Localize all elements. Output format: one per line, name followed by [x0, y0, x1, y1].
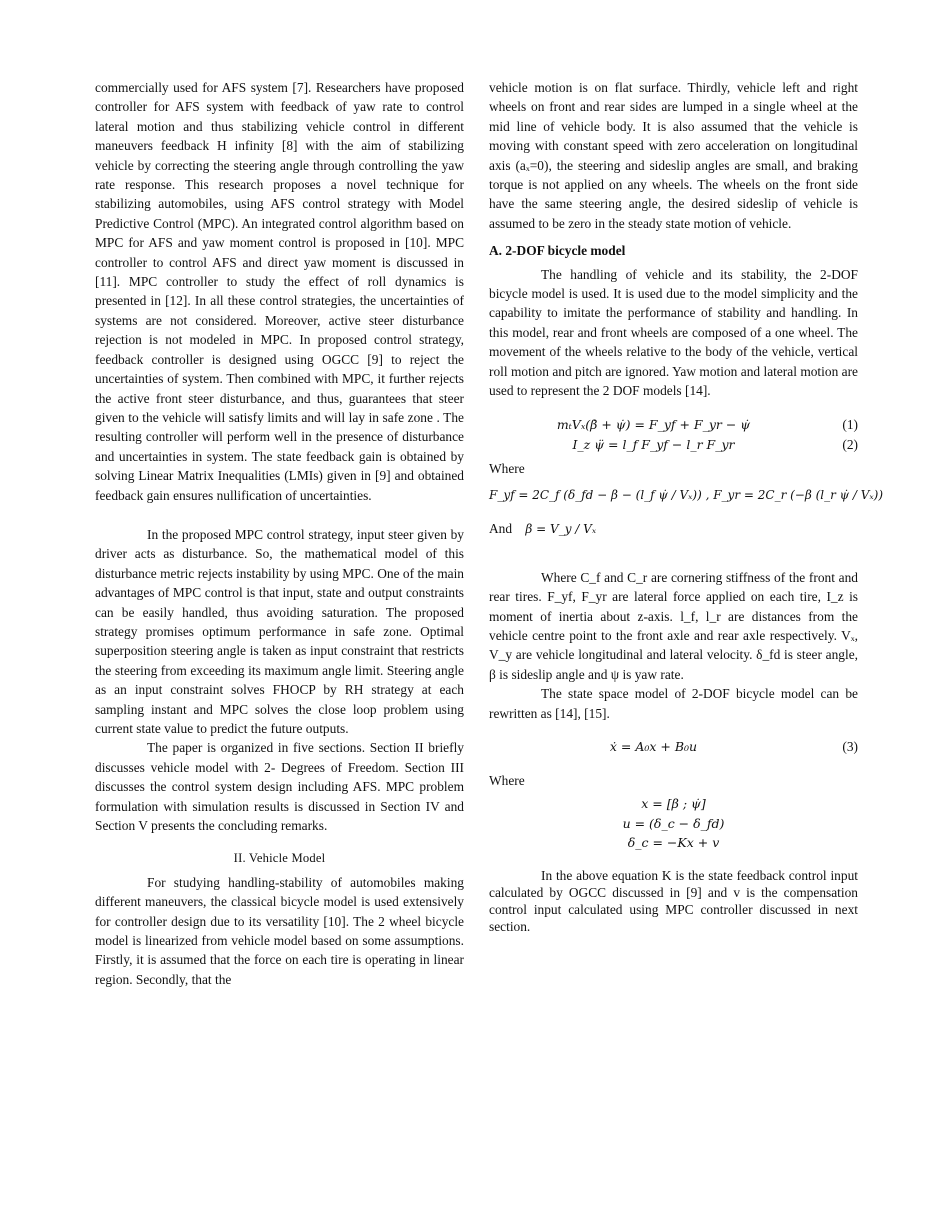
subsection-title: A. 2-DOF bicycle model: [489, 243, 626, 259]
left-column: [95, 78, 464, 989]
equation-2-body: I_z ψ̈ = l_f F_yf − l_r F_yr: [572, 436, 735, 452]
equation-3: [489, 737, 858, 757]
right-paragraph-3: Where C_f and C_r are cornering stiffness of the front and rear tires. F_yf, F_yr are lateral force applied on each tire, I_z is moment of inertia about z-axis. l_f, l_r are distances from the vehicle centre point to the front axle and rear axle respectively. Vₓ, V_y are vehicle longitudinal and lateral velocity. δ_fd is steer angle, β is sideslip angle and ψ is yaw rate.: [489, 569, 858, 682]
and-label: And: [489, 521, 513, 537]
equation-2-number: (2): [842, 436, 858, 452]
right-column: [489, 78, 884, 935]
delta-definition: δ_c = −Kx + v: [627, 835, 720, 851]
equation-1-number: (1): [842, 416, 858, 432]
equation-1: [489, 415, 858, 435]
right-paragraph-4: The state space model of 2-DOF bicycle model can be rewritten as [14], [15].: [489, 686, 858, 721]
beta-line: [489, 519, 858, 539]
left-paragraph-2: In the proposed MPC control strategy, input steer given by driver acts as disturbance. So, the mathematical model of this disturbance metric rejects instability by using MPC. One of the main advantages of MPC control is that input, state and output constraints can be easily handled, thus avoiding saturation. The proposed strategy promises optimum performance in safe zone. Optimal superposition steering angle is taken as input constraint that restricts the steering from exceeding its maximum angle limit. Steering angle as an input constraint solves FHOCP by RH strategy at each sampling instant and MPC solves the close loop problem using current state value to predict the future outputs.: [95, 526, 464, 736]
force-equations: F_yf = 2C_f (δ_fd − β − (l_f ψ̇ / Vₓ)) , F_yr = 2C_r (−β (l_r ψ̇ / Vₓ)): [489, 487, 884, 502]
left-paragraph-3: The paper is organized in five sections. Section II briefly discusses vehicle model with 2- Degrees of Freedom. Section III discusses the control system design including AFS. MPC problem formulation with simulation results is discussed in Section IV and Section V presents the concluding remarks.: [95, 740, 464, 834]
equation-3-number: (3): [842, 738, 858, 754]
state-definition: x = [β ; ψ̇]: [641, 796, 706, 812]
where-label-2: Where: [489, 772, 525, 788]
equation-1-body: mₜVₓ(β̇ + ψ̇) = F_yf + F_yr − ψ̇: [556, 416, 751, 432]
left-paragraph-1: commercially used for AFS system [7]. Researchers have proposed controller for AFS system with feedback of yaw rate to control lateral motion and thus stabilizing vehicle control in different maneuvers feedback H infinity [8] with the aim of stabilizing vehicle by correcting the steering angle through controlling the yaw rate response. This research proposes a novel technique for stabilizing automobiles, using AFS control strategy with Model Predictive Control (MPC). An integrated control algorithm based on MPC for AFS and yaw moment control is proposed in [10]. MPC controller to control AFS and direct yaw moment is discussed in [11]. MPC controller to study the effect of roll dynamics is presented in [12]. In all these control strategies, the uncertainties of systems are not considered. Moreover, active steer disturbance rejection is not modeled in MPC. In proposed control strategy, feedback controller is designed using OGCC [9] to reject the uncertainties of system. Then combined with MPC, it further rejects the active front steer disturbance, and thus, guarantees that steer given to the vehicle will satisfy limits and will lay in safe zone . The resulting controller will perform well in the presence of disturbance and uncertainties in system. The state feedback gain is obtained by solving Linear Matrix Inequalities (LMIs) given in [9] and obtained feedback gain ensures nullification of uncertainties.: [95, 80, 464, 503]
equation-3-body: ẋ = A₀x + B₀u: [609, 738, 698, 754]
where-label-1: Where: [489, 460, 525, 476]
input-definition: u = (δ_c − δ_fd): [622, 815, 725, 831]
beta-definition: β = V_y / Vₓ: [525, 522, 597, 537]
right-paragraph-2: The handling of vehicle and its stability, the 2-DOF bicycle model is used. It is used due to the model simplicity and the capability to imitate the performance of stability and handling. In this model, rear and front wheels are composed of a one wheel. The movement of the wheels relative to the body of the vehicle, vertical roll motion and pitch are ignored. Yaw motion and lateral motion are used to represent the 2 DOF models [14].: [489, 266, 858, 399]
right-paragraph-1: vehicle motion is on flat surface. Thirdly, vehicle left and right wheels on front and rear sides are lumped in a single wheel at the mid line of vehicle body. It is also assumed that the vehicle is moving with constant speed with zero acceleration on longitudinal axis (aₓ=0), the steering and sideslip angles are small, and braking torque is not applied on any wheels. The wheels on the front side have the same steering angle, the desired sideslip of vehicle is assumed to be zero in the steady state motion of vehicle.: [489, 80, 858, 231]
section-title: II. Vehicle Model: [233, 851, 326, 866]
equation-2: [489, 435, 858, 455]
left-paragraph-4: For studying handling-stability of automobiles making different maneuvers, the classical bicycle model is used extensively for controller design due to its versatility [10]. The 2 wheel bicycle model is linearized from vehicle model based on some assumptions. Firstly, it is assumed that the force on each tire is operating in linear region. Secondly, that the: [95, 874, 464, 987]
right-paragraph-5: In the above equation K is the state feedback control input calculated by OGCC discussed in [9] and v is the compensation control input calculated using MPC controller discussed in next section.: [489, 867, 858, 934]
